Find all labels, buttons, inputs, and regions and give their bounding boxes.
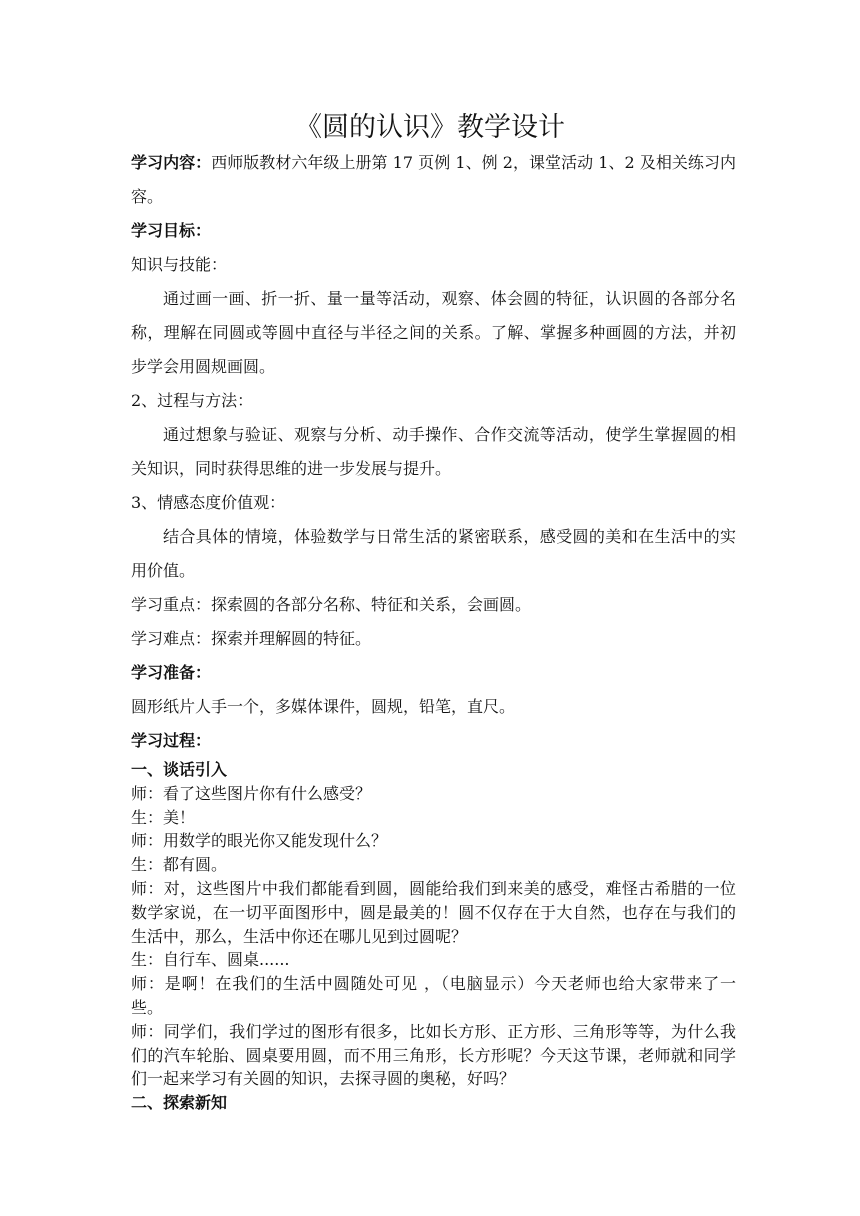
process-heading: 2、过程与方法： — [131, 391, 254, 410]
learning-content-text: 西师版教材六年级上册第 17 页例 1、例 2，课堂活动 1、2 及相关练习内容。 — [131, 153, 736, 206]
dialogue-line: 师：用数学的眼光你又能发现什么？ — [131, 831, 388, 851]
procedure-heading: 学习过程： — [131, 731, 212, 750]
difficulty: 学习难点：探索并理解圆的特征。 — [131, 629, 372, 648]
dialogue-line: 师：是啊！在我们的生活中圆随处可见 ，（电脑显示）今天老师也给大家带来了一些。 — [131, 974, 736, 1017]
learning-content-label: 学习内容： — [131, 153, 212, 172]
attitude-paragraph: 结合具体的情境，体验数学与日常生活的紧密联系，感受圆的美和在生活中的实用价值。 — [131, 527, 736, 580]
knowledge-paragraph: 通过画一画、折一折、量一量等活动，观察、体会圆的特征，认识圆的各部分名称，理解在同圆或等圆中直径与半径之间的关系。了解、掌握多种画圆的方法，并初步学会用圆规画圆。 — [131, 289, 736, 376]
attitude-heading: 3、情感态度价值观： — [131, 493, 286, 512]
document-title: 《圆的认识》教学设计 — [295, 112, 565, 143]
learning-content — [131, 146, 736, 214]
prep-text: 圆形纸片人手一个，多媒体课件，圆规，铅笔，直尺。 — [131, 697, 516, 716]
dialogue-line: 生：美！ — [131, 807, 196, 827]
section2-heading: 二、探索新知 — [131, 1093, 228, 1113]
key-point: 学习重点：探索圆的各部分名称、特征和关系，会画圆。 — [131, 595, 532, 614]
objectives-heading: 学习目标： — [131, 221, 212, 240]
knowledge-heading: 知识与技能： — [131, 255, 228, 274]
dialogue-line: 师：同学们，我们学过的图形有很多，比如长方形、正方形、三角形等等，为什么我们的汽车轮胎、圆桌要用圆，而不用三角形，长方形呢？今天这节课，老师就和同学们一起来学习有关圆的知识，去探寻圆的奥秘，好吗？ — [131, 1021, 736, 1089]
dialogue-line: 师：对，这些图片中我们都能看到圆，圆能给我们到来美的感受，难怪古希腊的一位数学家说，在一切平面图形中，圆是最美的！圆不仅存在于大自然，也存在与我们的生活中，那么，生活中你还在哪儿见到过圆呢？ — [131, 878, 736, 946]
prep-heading: 学习准备： — [131, 663, 212, 682]
dialogue-line: 生：都有圆。 — [131, 855, 228, 875]
tight-section — [131, 758, 736, 1115]
dialogue-line: 生：自行车、圆桌...... — [131, 950, 290, 970]
dialogue-line: 师：看了这些图片你有什么感受？ — [131, 783, 372, 803]
process-paragraph: 通过想象与验证、观察与分析、动手操作、合作交流等活动，使学生掌握圆的相关知识，同时获得思维的进一步发展与提升。 — [131, 425, 736, 478]
section1-heading: 一、谈话引入 — [131, 760, 228, 779]
loose-section — [131, 146, 736, 758]
